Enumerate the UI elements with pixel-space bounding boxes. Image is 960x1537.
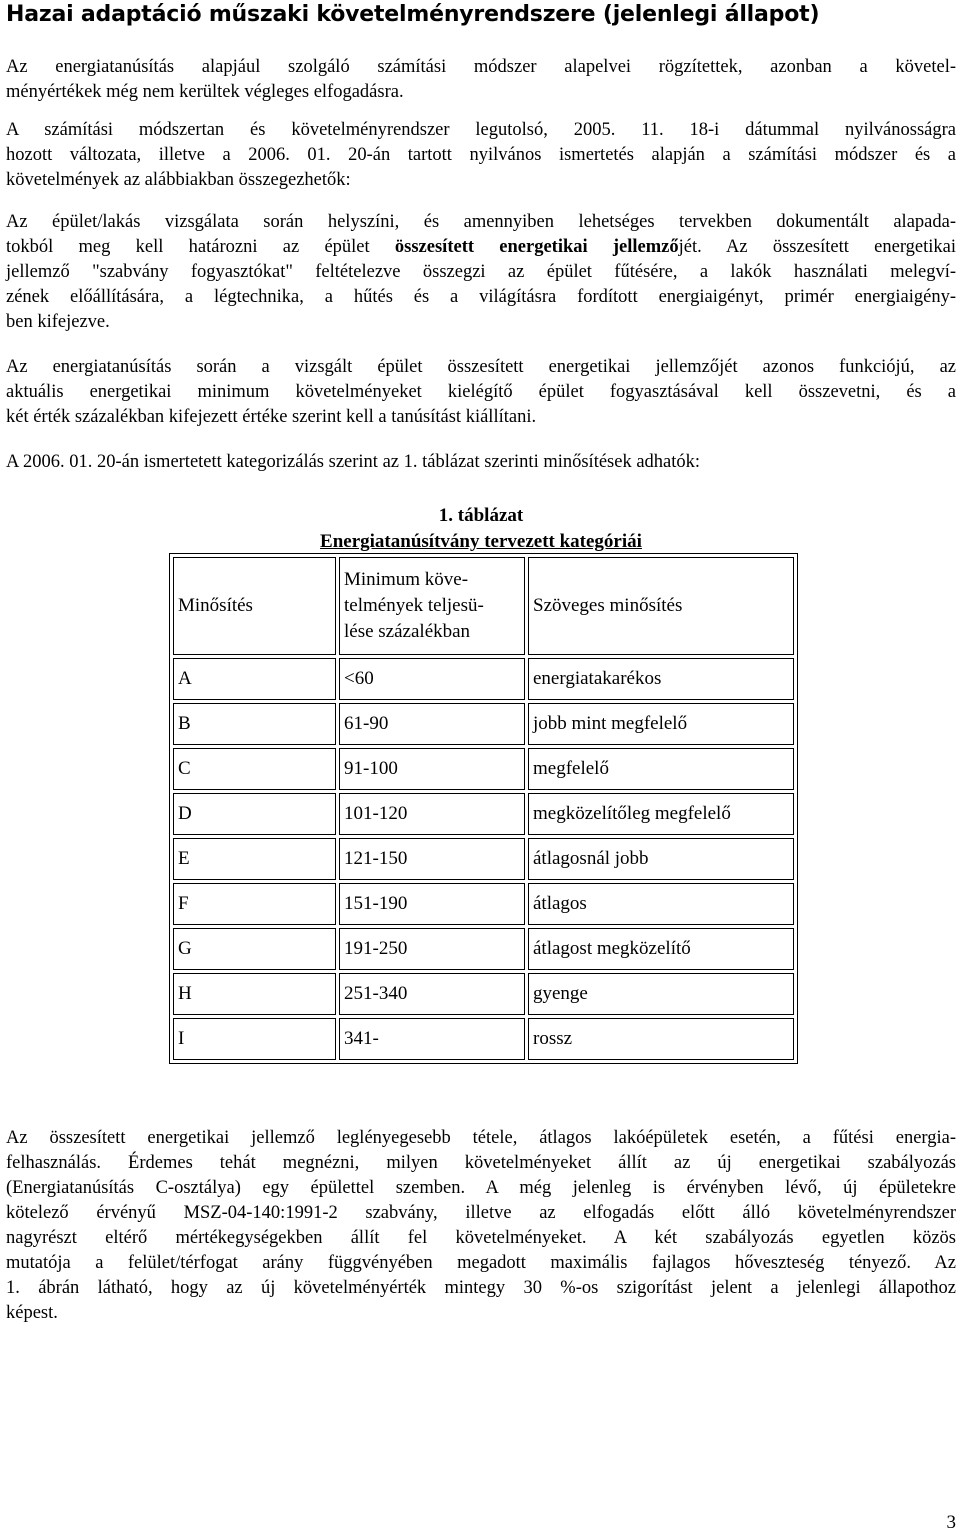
header-text-rating: Szöveges minősítés <box>528 557 794 655</box>
paragraph-building-assessment <box>6 210 956 335</box>
cell-rating: G <box>173 928 336 970</box>
cell-percent: 341- <box>339 1018 525 1060</box>
table-caption <box>6 503 956 555</box>
text-fragment: tokból meg kell határozni az épület <box>6 237 395 257</box>
header-line: Minimum köve- <box>344 569 469 590</box>
paragraph-categorization <box>6 450 956 475</box>
cell-text: rossz <box>528 1018 794 1060</box>
cell-percent: 101-120 <box>339 793 525 835</box>
cell-percent: 151-190 <box>339 883 525 925</box>
paragraph-line: két érték százalékban kifejezett értéke szerint kell a tanúsítást kiállítani. <box>6 407 537 427</box>
paragraph-line: Az összesített energetikai jellemző leglényegesebb tétele, átlagos lakóépületek esetén, a fűtési energia- <box>6 1128 956 1148</box>
cell-rating: E <box>173 838 336 880</box>
paragraph-line: ményértékek még nem kerültek végleges elfogadásra. <box>6 82 404 102</box>
cell-percent: 61-90 <box>339 703 525 745</box>
paragraph-line: Az energiatanúsítás alapjául szolgáló számítási módszer alapelvei rögzítettek, azonban a követel- <box>6 57 956 77</box>
table-row <box>173 883 794 925</box>
paragraph-line: ben kifejezve. <box>6 312 110 332</box>
paragraph-line: (Energiatanúsítás C-osztálya) egy épülettel szemben. A még jelenleg is érvényben lévő, új épületekre <box>6 1178 956 1198</box>
table-row <box>173 658 794 700</box>
paragraph-line: követelmények az alábbiakban összegezhetők: <box>6 170 351 190</box>
paragraph-line: nagyrészt eltérő mértékegységekben állít fel követelményeket. A két szabályozás egyetlen közös <box>6 1228 956 1248</box>
paragraph-line: hozott változata, illetve a 2006. 01. 20-án tartott nyilvános ismertetés alapján a számítási módszer és a <box>6 145 956 165</box>
table-row <box>173 928 794 970</box>
cell-percent: <60 <box>339 658 525 700</box>
paragraph-intro <box>6 55 956 105</box>
header-line: telmények teljesü- <box>344 595 484 616</box>
cell-text: energiatakarékos <box>528 658 794 700</box>
table-row <box>173 1018 794 1060</box>
paragraph-line: Az épület/lakás vizsgálata során helyszíni, és amennyiben lehetséges tervekben dokumentált alapada- <box>6 212 956 232</box>
paragraph-line: A számítási módszertan és követelményrendszer legutolsó, 2005. 11. 18-i dátummal nyilvánosságra <box>6 120 956 140</box>
cell-percent: 251-340 <box>339 973 525 1015</box>
paragraph-heating-energy <box>6 1126 956 1326</box>
paragraph-method <box>6 118 956 193</box>
cell-text: gyenge <box>528 973 794 1015</box>
page-title: Hazai adaptáció műszaki követelményrendszere (jelenlegi állapot) <box>6 2 820 27</box>
header-rating: Minősítés <box>173 557 336 655</box>
cell-percent: 121-150 <box>339 838 525 880</box>
table-row <box>173 703 794 745</box>
cell-rating: C <box>173 748 336 790</box>
cell-rating: I <box>173 1018 336 1060</box>
cell-rating: F <box>173 883 336 925</box>
cell-rating: B <box>173 703 336 745</box>
paragraph-line <box>6 235 956 260</box>
table-row <box>173 973 794 1015</box>
cell-percent: 91-100 <box>339 748 525 790</box>
paragraph-line: A 2006. 01. 20-án ismertetett kategorizálás szerint az 1. táblázat szerinti minősítések adhatók: <box>6 452 701 472</box>
cell-text: átlagosnál jobb <box>528 838 794 880</box>
paragraph-line: felhasználás. Érdemes tehát megnézni, milyen követelményeket állít az új energetikai szabályozás <box>6 1153 956 1173</box>
table-row <box>173 748 794 790</box>
table-row <box>173 793 794 835</box>
text-fragment: jét. Az összesített energetikai <box>678 237 956 257</box>
cell-text: átlagos <box>528 883 794 925</box>
table-title: Energiatanúsítvány tervezett kategóriái <box>320 531 642 552</box>
cell-text: megfelelő <box>528 748 794 790</box>
table-number: 1. táblázat <box>438 505 524 526</box>
cell-text: jobb mint megfelelő <box>528 703 794 745</box>
header-minimum-percent <box>339 557 525 655</box>
category-table <box>169 553 798 1064</box>
paragraph-line: mutatója a felület/térfogat arány függvényében megadott maximális fajlagos hőveszteség tényező. Az <box>6 1253 956 1273</box>
paragraph-line: 1. ábrán látható, hogy az új követelményérték mintegy 30 %-os szigorítást jelent a jelenlegi állapothoz <box>6 1278 956 1298</box>
cell-text: átlagost megközelítő <box>528 928 794 970</box>
cell-percent: 191-250 <box>339 928 525 970</box>
table-header-row <box>173 557 794 655</box>
header-line: lése százalékban <box>344 621 471 642</box>
paragraph-line: Az energiatanúsítás során a vizsgált épület összesített energetikai jellemzőjét azonos funkciójú, az <box>6 357 956 377</box>
paragraph-line: aktuális energetikai minimum követelményeket kielégítő épület fogyasztásával kell összevetni, és a <box>6 382 956 402</box>
page-number: 3 <box>946 1512 956 1533</box>
paragraph-line: zének előállítására, a légtechnika, a hűtés és a világításra fordított energiaigényt, primér energiaigény- <box>6 287 956 307</box>
table-row <box>173 838 794 880</box>
paragraph-line: jellemző "szabvány fogyasztókat" feltételezve összegzi az épület fűtésére, a lakók használati melegví- <box>6 262 956 282</box>
cell-rating: H <box>173 973 336 1015</box>
cell-rating: A <box>173 658 336 700</box>
cell-rating: D <box>173 793 336 835</box>
paragraph-line: kötelező érvényű MSZ-04-140:1991-2 szabvány, illetve az elfogadás előtt álló követelményrendszer <box>6 1203 956 1223</box>
bold-term: összesített energetikai jellemző <box>394 237 679 257</box>
paragraph-comparison <box>6 355 956 430</box>
paragraph-line: képest. <box>6 1303 58 1323</box>
cell-text: megközelítőleg megfelelő <box>528 793 794 835</box>
